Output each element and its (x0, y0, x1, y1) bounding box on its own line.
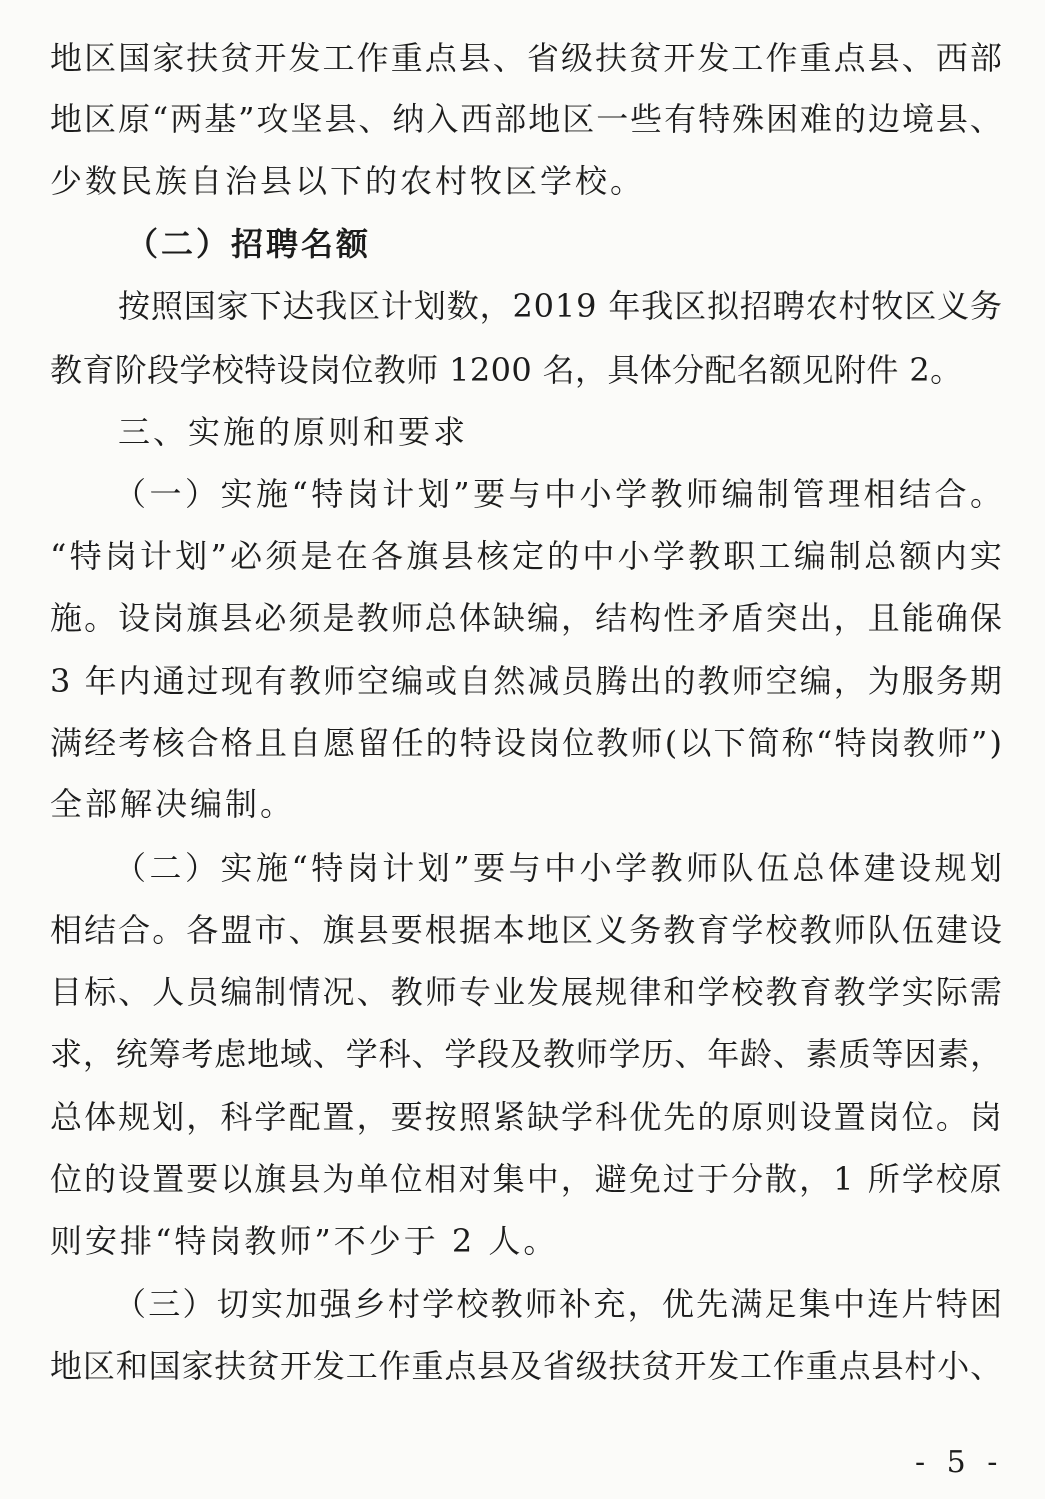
body-line: 地区国家扶贫开发工作重点县、省级扶贫开发工作重点县、西部 (50, 39, 1004, 77)
body-line: 相结合。各盟市、旗县要根据本地区义务教育学校教师队伍建设 (50, 911, 1004, 949)
body-line: 地区和国家扶贫开发工作重点县及省级扶贫开发工作重点县村小、 (50, 1347, 1003, 1385)
section-heading: 三、实施的原则和要求 (118, 413, 469, 451)
body-line: （一）实施“特岗计划”要与中小学教师编制管理相结合。 (114, 475, 1006, 513)
section-heading: （二）招聘名额 (126, 225, 372, 263)
body-line: 全部解决编制。 (50, 785, 296, 823)
body-line: 地区原“两基”攻坚县、纳入西部地区一些有特殊困难的边境县、 (50, 100, 1004, 138)
body-line: 教育阶段学校特设岗位教师 1200 名，具体分配名额见附件 2。 (50, 351, 963, 389)
body-line: “特岗计划”必须是在各旗县核定的中小学教职工编制总额内实 (50, 537, 1006, 575)
body-line: 少数民族自治县以下的农村牧区学校。 (50, 162, 646, 200)
page-number: - 5 - (915, 1445, 1004, 1480)
body-line: 满经考核合格且自愿留任的特设岗位教师(以下简称“特岗教师”) (50, 724, 1005, 762)
body-line: 则安排“特岗教师”不少于 2 人。 (50, 1222, 559, 1260)
body-line: 总体规划，科学配置，要按照紧缺学科优先的原则设置岗位。岗 (50, 1098, 1004, 1136)
body-line: 施。设岗旗县必须是教师总体缺编，结构性矛盾突出，且能确保 (50, 599, 1004, 637)
body-line: 目标、人员编制情况、教师专业发展规律和学校教育教学实际需 (50, 973, 1004, 1011)
body-line: 按照国家下达我区计划数，2019 年我区拟招聘农村牧区义务 (118, 287, 1003, 325)
body-line: （三）切实加强乡村学校教师补充，优先满足集中连片特困 (114, 1285, 1005, 1323)
body-line: 求，统筹考虑地域、学科、学段及教师学历、年龄、素质等因素， (50, 1035, 1003, 1073)
body-line: 位的设置要以旗县为单位相对集中，避免过于分散，1 所学校原 (50, 1160, 1004, 1198)
body-line: 3 年内通过现有教师空编或自然减员腾出的教师空编，为服务期 (50, 662, 1004, 700)
body-line: （二）实施“特岗计划”要与中小学教师队伍总体建设规划 (114, 849, 1006, 887)
